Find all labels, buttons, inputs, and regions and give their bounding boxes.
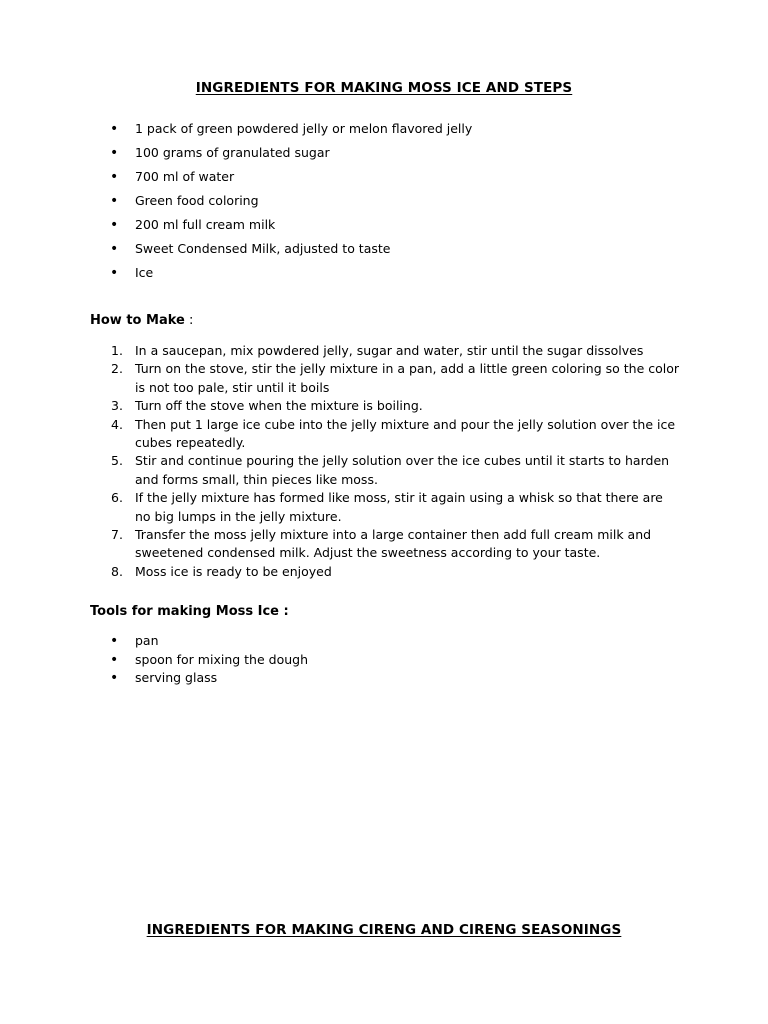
- how-to-heading-text: How to Make: [90, 313, 185, 328]
- step-item: [0, 452, 680, 489]
- bullet-icon: •: [110, 145, 119, 161]
- step-number: 5.: [111, 453, 123, 469]
- bullet-icon: •: [110, 651, 119, 668]
- list-item: [0, 670, 768, 689]
- ingredient-text: Ice: [135, 265, 154, 280]
- step-item: [0, 342, 680, 360]
- bullet-icon: •: [110, 265, 119, 281]
- step-text: Moss ice is ready to be enjoyed: [135, 563, 332, 579]
- bullet-icon: •: [110, 241, 119, 257]
- step-number: 4.: [111, 416, 123, 432]
- step-number: 1.: [111, 343, 123, 358]
- tool-text: serving glass: [135, 670, 218, 685]
- bullet-icon: •: [110, 633, 119, 649]
- how-to-heading-colon: :: [184, 313, 194, 328]
- step-text: Stir and continue pouring the jelly solution over the ice cubes until it starts to harden and forms small, thin pieces like moss.: [135, 453, 670, 487]
- step-number: 3.: [111, 398, 123, 414]
- step-text: If the jelly mixture has formed like moss, stir it again using a whisk so that there are no big lumps in the jelly mixture.: [135, 490, 663, 524]
- step-item: [0, 526, 680, 563]
- how-to-heading: [90, 313, 193, 329]
- tool-text: spoon for mixing the dough: [135, 651, 308, 667]
- list-item: [0, 145, 768, 169]
- step-item: [0, 416, 680, 453]
- tools-heading-text: Tools for making Moss Ice :: [90, 604, 289, 619]
- page-title: INGREDIENTS FOR MAKING MOSS ICE AND STEPS: [195, 80, 573, 96]
- list-item: [0, 265, 768, 289]
- step-text: Turn on the stove, stir the jelly mixture in a pan, add a little green coloring so the color is not too pale, stir until it boils: [135, 361, 680, 395]
- tools-list: [0, 633, 768, 689]
- step-number: 6.: [111, 490, 123, 506]
- list-item: [0, 193, 768, 217]
- step-text: Then put 1 large ice cube into the jelly mixture and pour the jelly solution over the ice cubes repeatedly.: [135, 416, 676, 451]
- bullet-icon: •: [110, 169, 119, 185]
- step-item: [0, 397, 680, 415]
- list-item: [0, 633, 768, 652]
- list-item: [0, 217, 768, 241]
- bullet-icon: •: [110, 670, 119, 686]
- bullet-icon: •: [110, 217, 119, 233]
- ingredients-list: [0, 121, 768, 289]
- bullet-icon: •: [110, 121, 119, 137]
- step-text: Turn off the stove when the mixture is boiling.: [135, 398, 423, 414]
- step-number: 8.: [111, 563, 123, 579]
- ingredient-text: 700 ml of water: [135, 169, 235, 184]
- tool-text: pan: [135, 633, 159, 648]
- list-item: [0, 121, 768, 145]
- step-item: [0, 489, 680, 526]
- steps-list: [0, 342, 768, 581]
- section-title-cireng: INGREDIENTS FOR MAKING CIRENG AND CIRENG SEASONINGS: [146, 922, 622, 938]
- ingredient-text: 100 grams of granulated sugar: [135, 145, 330, 160]
- tools-heading: [90, 604, 289, 620]
- ingredient-text: 200 ml full cream milk: [135, 217, 276, 232]
- step-item: [0, 563, 680, 581]
- list-item: [0, 652, 768, 671]
- step-item: [0, 360, 680, 397]
- step-text: Transfer the moss jelly mixture into a large container then add full cream milk and sweetened condensed milk. Adjust the sweetness according to your taste.: [135, 527, 652, 561]
- ingredient-text: Green food coloring: [135, 193, 259, 208]
- step-text: In a saucepan, mix powdered jelly, sugar and water, stir until the sugar dissolves: [135, 343, 644, 358]
- list-item: [0, 169, 768, 193]
- ingredient-text: 1 pack of green powdered jelly or melon flavored jelly: [135, 121, 473, 136]
- bullet-icon: •: [110, 193, 119, 209]
- ingredient-text: Sweet Condensed Milk, adjusted to taste: [135, 241, 391, 256]
- step-number: 7.: [111, 527, 123, 543]
- list-item: [0, 241, 768, 265]
- step-number: 2.: [111, 361, 123, 377]
